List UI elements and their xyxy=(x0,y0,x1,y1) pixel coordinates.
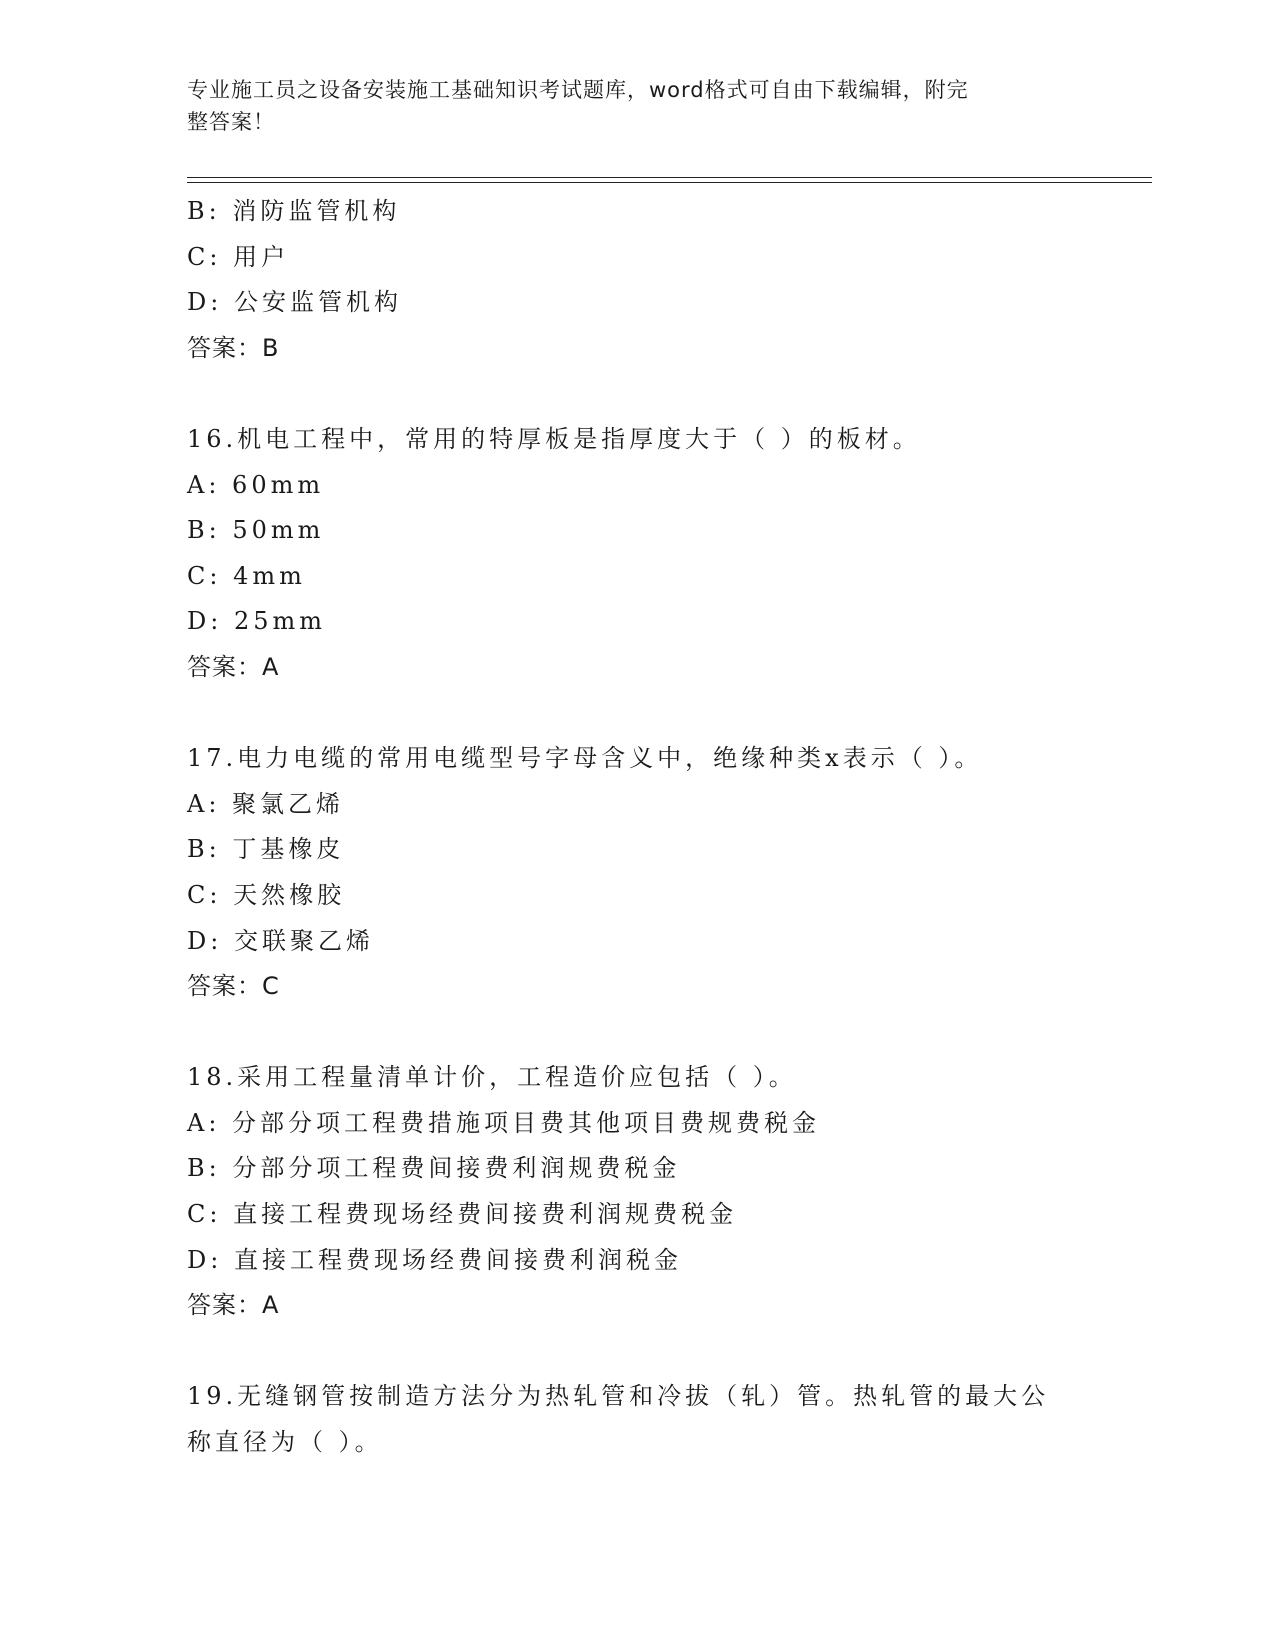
q17-option-b: B: 丁基橡皮 xyxy=(187,835,345,864)
q16-question: 16.机电工程中，常用的特厚板是指厚度大于（ ）的板材。 xyxy=(187,424,921,453)
question-list xyxy=(187,189,1147,1466)
header-divider-top xyxy=(187,177,1152,178)
q15-option-b: B: 消防监管机构 xyxy=(187,197,401,225)
q18-option-b: B: 分部分项工程费间接费利润规费税金 xyxy=(187,1154,681,1183)
q15-option-c: C: 用户 xyxy=(187,242,290,271)
q15-option-d: D: 公安监管机构 xyxy=(187,288,402,317)
q17-option-d: D: 交联聚乙烯 xyxy=(187,926,374,955)
q18-answer: 答案：A xyxy=(187,1291,280,1320)
q15-answer: 答案：B xyxy=(187,333,280,362)
document-header xyxy=(187,74,1067,138)
header-divider-bottom xyxy=(187,182,1152,183)
question-17 xyxy=(187,736,1147,1010)
question-18 xyxy=(187,1055,1147,1329)
q18-option-d: D: 直接工程费现场经费间接费利润税金 xyxy=(187,1245,682,1274)
q17-option-c: C: 天然橡胶 xyxy=(187,880,346,909)
spacer xyxy=(187,371,1147,417)
q18-option-a: A: 分部分项工程费措施项目费其他项目费规费税金 xyxy=(187,1108,821,1137)
question-19 xyxy=(187,1374,1147,1465)
spacer xyxy=(187,1010,1147,1056)
header-line-1: 专业施工员之设备安装施工基础知识考试题库，word格式可自由下载编辑，附完 xyxy=(187,78,969,102)
question-15-tail xyxy=(187,189,1147,371)
q16-option-b: B: 50mm xyxy=(187,516,325,545)
q16-option-d: D: 25mm xyxy=(187,607,327,636)
q19-question-line-1: 19.无缝钢管按制造方法分为热轧管和冷拔（轧）管。热轧管的最大公 xyxy=(187,1382,1050,1411)
q17-question: 17.电力电缆的常用电缆型号字母含义中，绝缘种类x表示（ ）。 xyxy=(187,744,983,773)
q18-option-c: C: 直接工程费现场经费间接费利润规费税金 xyxy=(187,1200,738,1229)
q17-option-a: A: 聚氯乙烯 xyxy=(187,789,345,818)
q16-option-a: A: 60mm xyxy=(187,470,325,499)
header-line-2: 整答案！ xyxy=(187,110,275,134)
q16-answer: 答案：A xyxy=(187,652,280,681)
q17-answer: 答案：C xyxy=(187,972,280,1001)
q18-question: 18.采用工程量清单计价，工程造价应包括（ ）。 xyxy=(187,1063,797,1092)
question-16 xyxy=(187,417,1147,691)
spacer xyxy=(187,1329,1147,1375)
q19-question-line-2: 称直径为（ ）。 xyxy=(187,1428,383,1457)
spacer xyxy=(187,691,1147,737)
q16-option-c: C: 4mm xyxy=(187,561,306,590)
